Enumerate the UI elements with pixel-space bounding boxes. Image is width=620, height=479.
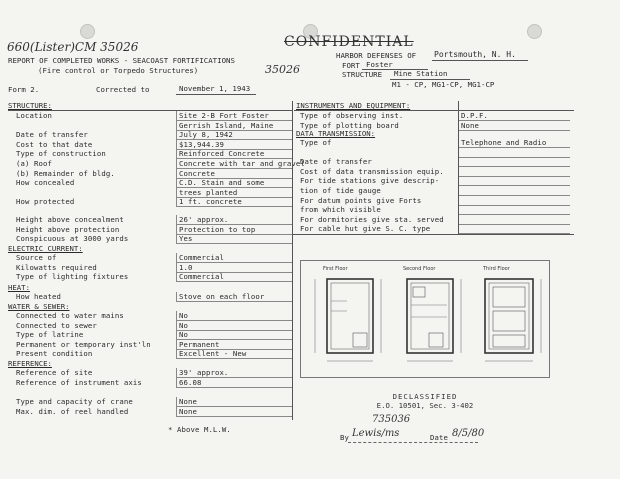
declassified-date-label: Date — [430, 433, 448, 442]
row-label: Cost to that date — [16, 139, 93, 149]
row-value: No — [179, 320, 188, 330]
declassified-stamp — [330, 392, 520, 410]
heat-heading: HEAT: — [8, 283, 30, 292]
floor-plan-drawing — [300, 260, 550, 378]
structure-subtitle: M1 - CP, MG1-CP, MG1-CP — [392, 80, 495, 89]
row-label: Location — [16, 111, 52, 120]
row-label: Date of transfer — [300, 157, 372, 167]
row-label: Type of construction — [16, 149, 106, 159]
electric-heading: ELECTRIC CURRENT: — [8, 244, 83, 253]
reference-heading: REFERENCE: — [8, 359, 52, 368]
row-label: For tide stations give descrip- — [300, 176, 440, 186]
row-label: Present condition — [16, 349, 93, 359]
row-value: None — [179, 397, 197, 406]
row-value: 39' approx. — [179, 368, 229, 377]
declassified-signature: Lewis/ms — [352, 428, 400, 439]
corrected-label: Corrected to — [96, 85, 150, 94]
classification-stamp: CONFIDENTIAL — [284, 34, 414, 50]
water-heading: WATER & SEWER: — [8, 302, 70, 311]
fort-label: FORT — [342, 61, 360, 70]
row-value: Protection to top — [179, 224, 256, 234]
structure-heading: STRUCTURE: — [8, 101, 52, 110]
declassified-line1: DECLASSIFIED — [392, 392, 458, 401]
report-subtitle: (Fire control or Torpedo Structures) — [38, 66, 199, 75]
report-title: REPORT OF COMPLETED WORKS - SEACOAST FORTIFICATIONS — [8, 56, 235, 65]
row-label: Height above protection — [16, 224, 120, 234]
row-label: tion of tide gauge — [300, 186, 381, 195]
row-value: None — [461, 120, 479, 130]
row-label: Type and capacity of crane — [16, 397, 133, 406]
row-label: For dormitories give sta. served — [300, 214, 444, 224]
row-value: Concrete — [179, 168, 215, 178]
row-label: How heated — [16, 292, 61, 301]
row-label: Connected to water mains — [16, 311, 124, 320]
form-label: Form 2. — [8, 85, 40, 94]
row-label: Height above concealment — [16, 215, 124, 224]
row-value: Concrete with tar and gravel — [179, 159, 305, 168]
binder-hole-left — [80, 24, 95, 39]
row-value: 1 ft. concrete — [179, 197, 242, 207]
row-label: Date of transfer — [16, 130, 88, 140]
row-value: No — [179, 330, 188, 340]
first-floor-label: First Floor — [323, 266, 348, 272]
row-label: Reference of instrument axis — [16, 377, 142, 387]
row-value: July 8, 1942 — [179, 130, 233, 140]
fort-value: Foster — [366, 60, 393, 69]
row-value: 1.0 — [179, 262, 193, 272]
row-label: (b) Remainder of bldg. — [16, 168, 115, 178]
row-value: Telephone and Radio — [461, 138, 547, 147]
row-value: Yes — [179, 234, 193, 244]
row-value: Site 2-B Fort Foster — [179, 111, 269, 120]
row-value: Stove on each floor — [179, 292, 265, 301]
row-value: Permanent — [179, 339, 220, 349]
row-value: 26' approx. — [179, 215, 229, 224]
structure-label: STRUCTURE — [342, 70, 383, 79]
corrected-value: November 1, 1943 — [179, 84, 251, 93]
row-label: Max. dim. of reel handled — [16, 406, 129, 416]
row-label: Connected to sewer — [16, 320, 97, 330]
harbor-value: Portsmouth, N. H. — [434, 50, 516, 59]
row-label: from which visible — [300, 205, 381, 215]
row-label: How concealed — [16, 178, 75, 188]
row-value: No — [179, 311, 188, 320]
row-label: Type of plotting board — [300, 120, 399, 130]
row-label: (a) Roof — [16, 159, 52, 168]
row-value: $13,944.39 — [179, 139, 224, 149]
row-label: Permanent or temporary inst'ln — [16, 339, 151, 349]
row-label: Type of observing inst. — [300, 111, 404, 120]
declassified-date: 8/5/80 — [452, 428, 485, 439]
row-value: Commercial — [179, 253, 224, 262]
row-value: Reinforced Concrete — [179, 149, 265, 159]
row-value: D.P.F. — [461, 111, 488, 120]
row-label: Reference of site — [16, 368, 93, 377]
declassified-by-label: By — [340, 433, 349, 442]
declassified-number: 735036 — [372, 414, 411, 425]
declassified-line2: E.O. 10501, Sec. 3-402 — [376, 401, 474, 410]
row-label: For datum points give Forts — [300, 195, 422, 205]
floor-plans-svg — [301, 261, 549, 377]
row-label: Kilowatts required — [16, 262, 97, 272]
row-value: Commercial — [179, 272, 224, 282]
structure-value: Mine Station — [394, 69, 448, 78]
row-label: Conspicuous at 3000 yards — [16, 234, 129, 244]
row-value: None — [179, 406, 197, 416]
handwritten-reference: 660(Lister)CM 35026 — [7, 40, 139, 54]
row-label: Source of — [16, 253, 57, 262]
row-label: Cost of data transmission equip. — [300, 166, 444, 176]
harbor-label: HARBOR DEFENSES OF — [336, 51, 417, 60]
row-label: Type of lighting fixtures — [16, 272, 129, 282]
row-value: Excellent - New — [179, 349, 247, 359]
row-label: For cable hut give S. C. type — [300, 224, 431, 234]
third-floor-plan — [485, 279, 533, 353]
row-label: Type of latrine — [16, 330, 84, 340]
row-value: C.D. Stain and some — [179, 178, 265, 188]
row-value: 66.08 — [179, 377, 202, 387]
row-label: How protected — [16, 197, 75, 207]
handwritten-number: 35026 — [265, 63, 300, 76]
third-floor-label: Third Floor — [483, 266, 510, 272]
row-value: trees planted — [179, 187, 238, 197]
second-floor-label: Second Floor — [403, 266, 436, 272]
second-floor-plan — [407, 279, 453, 353]
row-value: Gerrish Island, Maine — [179, 120, 274, 130]
transmission-heading: DATA TRANSMISSION: — [296, 129, 376, 138]
binder-hole-right — [527, 24, 542, 39]
instruments-heading: INSTRUMENTS AND EQUIPMENT: — [296, 101, 411, 110]
row-label: Type of — [300, 138, 332, 147]
footnote: * Above M.L.W. — [168, 425, 231, 434]
first-floor-plan — [327, 279, 373, 353]
